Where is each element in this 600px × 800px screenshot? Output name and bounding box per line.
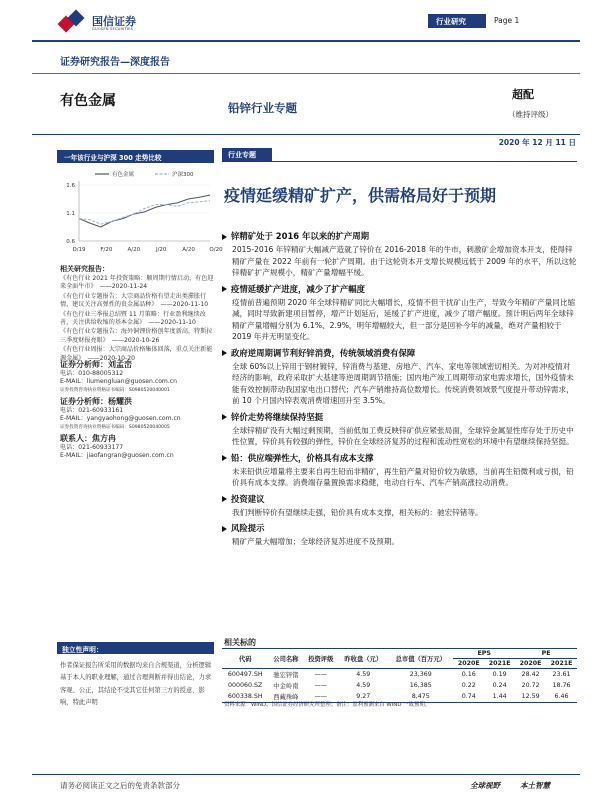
report-date: 2020 年 12 月 11 日	[498, 138, 576, 147]
footer-disclaimer: 请务必阅读正文之后的免责条款部分	[60, 781, 180, 790]
section-heading	[222, 283, 577, 295]
table-cell: 18.76	[552, 682, 571, 689]
section-heading	[222, 452, 577, 464]
analyst-name-row	[60, 396, 218, 407]
analyst-email[interactable]: E-MAIL：jiaofangran@guosen.com.cn	[60, 452, 174, 460]
section-body: 未来铅供应增量将主要来自再生铅而非精矿，再生铅产量对铅价较为敏感，当前再生铅微利或亏损，铅价具有成本支撑。消费端存量置换需求稳健，电动自行车、汽车产销高涨拉动消费。	[232, 466, 574, 487]
bullet-icon	[222, 414, 227, 420]
section	[222, 283, 577, 343]
analyst-email[interactable]: E-MAIL：liumengluan@guosen.com.cn	[60, 378, 178, 386]
related-item[interactable]	[60, 328, 214, 345]
x-tick-label: A/20	[182, 247, 195, 253]
table-cell: 12.59	[521, 693, 540, 700]
th-pe-2021: 2021E	[550, 660, 573, 667]
related-item-text: 《有色行业专题报告：大宗商品价格有望走出类滞胀行情，建议关注高弹性的贵金属品种》	[60, 292, 207, 309]
independence-text: 作者保证报告所采用的数据均来自合规渠道，分析逻辑基于本人的职业理解，通过合理判断并得出结论，力求客观、公正，其结论不受其它任何第三方的授意、影响，特此声明	[60, 662, 212, 706]
related-item-text: 《有色行业三季报总结暨 11 月策略：行业盈利继续改善，关注供给收缩的基本金属》	[60, 310, 206, 327]
rating: 超配	[512, 88, 534, 101]
section	[222, 493, 577, 519]
page-number: Page 1	[494, 16, 520, 25]
related-item-date: ——2020-11-10	[160, 301, 209, 309]
section-heading-text: 风险提示	[231, 523, 265, 533]
section	[222, 411, 577, 448]
analyst-name: 焦方冉	[92, 433, 116, 443]
sub-rule	[32, 73, 580, 74]
footer-rule	[32, 774, 580, 775]
analyst-name-row	[60, 359, 218, 370]
trend-chart	[57, 165, 223, 257]
section-heading	[222, 347, 577, 359]
series-line	[79, 195, 210, 227]
sections	[222, 230, 577, 552]
analyst-phone: 电话：010-88005312	[60, 370, 124, 377]
stock-table-wrap	[222, 648, 577, 703]
bullet-icon	[222, 234, 227, 240]
section-body: 我们判断锌价有望继续走强，铅价具有成本支撑，相关标的：驰宏锌锗等。	[232, 507, 483, 517]
section-heading-text: 铅：供应端弹性大，价格具有成本支撑	[231, 452, 374, 463]
analyst-email[interactable]: E-MAIL：yangyaohong@guosen.com.cn	[60, 415, 181, 423]
analyst-cert: 证券投资咨询执业资格证书编码：S0980520040001	[60, 387, 170, 393]
th-rating: 投资评级	[308, 656, 334, 663]
bullet-icon	[222, 350, 227, 356]
bullet-icon	[222, 526, 227, 532]
x-tick-label: O/20	[209, 247, 223, 253]
table-cell: ——	[314, 693, 328, 700]
th-name: 公司名称	[273, 656, 299, 663]
company-sub: GUOSEN SECURITIES	[92, 27, 134, 31]
x-tick-label: F/20	[100, 247, 113, 253]
table-cell: 600338.SH	[227, 693, 263, 700]
section-heading-text: 锌精矿处于 2016 年以来的扩产周期	[231, 231, 370, 241]
section	[222, 522, 577, 548]
legend-label: 沪深300	[172, 172, 194, 178]
section-heading-text: 政府逆周期调节利好锌消费，传统领域消费有保障	[231, 347, 416, 358]
related-item-text: 《有色行业 2021 年投资策略：顺周期行情启动，有色迎来全面牛市》	[60, 275, 214, 291]
footer-slogan-2: 本土智慧	[520, 781, 550, 790]
related-item[interactable]	[60, 275, 214, 292]
bullet-icon	[222, 455, 227, 461]
related-item[interactable]	[60, 293, 214, 310]
section-heading-text: 锌价走势将继续保持坚挺	[231, 411, 324, 422]
table-cell: 1.44	[492, 693, 507, 700]
analyst-name-row	[60, 433, 218, 444]
date-rule	[32, 134, 580, 135]
table-cell: 23.61	[552, 671, 571, 678]
main-title: 疫情延缓精矿扩产，供需格局好于预期	[224, 186, 497, 205]
section-body: 2015-2016 年锌精矿大幅减产造就了锌价在 2016-2018 年的牛市，刺激矿企增加资本开支，使得锌精矿产量在 2022 年前有一轮扩产周期。由于这轮资本开支增长规模远低于 2009 年的水平，所以这轮锌精矿扩产规模小，精矿产量增幅平缓。	[232, 245, 577, 277]
related-item-date: ——2020-10-26	[111, 336, 160, 344]
table-cell: 4.59	[356, 682, 371, 689]
table-cell: 600497.SH	[227, 671, 263, 678]
table-cell: 16,385	[409, 682, 432, 689]
analyst-phone: 电话：021-60933177	[60, 443, 124, 451]
chart-box-title: 一年该行业与沪深 300 走势比较	[64, 154, 162, 162]
section-body: 全球 60%以上锌用于钢材镀锌，锌消费与基建、房地产、汽车、家电等领域密切相关。为对冲疫情对经济的影响，政府采取扩大基建等逆周期调节措施；国内地产竣工周期带动家电需求增长，国外疫情未能有效控制带动我国家电出口替代；汽车产销维持高位数增长。传统消费领域景气度提升带动锌需求，前 10 个月国内锌表观消费增速回升至 3.5%。	[232, 361, 574, 405]
table-cell: 驰宏锌锗	[273, 672, 299, 679]
section	[222, 347, 577, 407]
table-title: 相关标的	[224, 638, 256, 647]
analyst-role: 联系人：	[60, 433, 92, 443]
footer-slogan-1: 全球视野	[470, 781, 500, 790]
table-cell: ——	[314, 682, 328, 689]
table-cell: 23,369	[409, 671, 432, 678]
table-row	[222, 669, 577, 681]
analyst-cert: 证券投资咨询执业资格证书编码：S0980520040005	[60, 424, 170, 430]
th-code: 代码	[238, 656, 252, 663]
table-cell: 9.27	[356, 693, 371, 700]
table-cell: 4.59	[356, 671, 371, 678]
section-heading	[222, 230, 577, 242]
analyst-name: 刘孟峦	[108, 360, 132, 369]
section-heading	[222, 522, 577, 534]
th-eps-2020: 2020E	[457, 660, 480, 667]
table-cell: 中金岭南	[273, 683, 299, 690]
related-item-date: ——2020-11-10	[148, 319, 196, 327]
related-title: 相关研究报告：	[60, 265, 109, 273]
analyst-phone: 电话：021-60933161	[60, 406, 124, 414]
tag-rule	[222, 161, 577, 162]
section	[222, 452, 577, 489]
rating-note: （维持评级）	[508, 110, 553, 119]
table-source: 资料来源：WIND、国信证券经济研究所整理；备注：盈利预测来自 WIND 一致预期。	[224, 702, 431, 708]
table-cell: 西藏珠峰	[273, 694, 299, 701]
report-type: 证券研究报告—深度报告	[60, 57, 170, 68]
th-mktcap: 总市值（百万元）	[395, 656, 446, 663]
header-label: 行业研究	[436, 17, 466, 26]
x-tick-label: A/20	[127, 247, 141, 253]
th-eps: EPS	[453, 649, 515, 659]
section-heading-text: 投资建议	[231, 493, 265, 504]
section-heading	[222, 411, 577, 423]
table-cell: 8,475	[411, 693, 430, 700]
table-cell: 0.19	[492, 671, 507, 678]
related-list	[60, 275, 214, 364]
bullet-icon	[222, 496, 227, 502]
table-cell: 20.72	[521, 682, 540, 689]
doc-tag: 行业专题	[228, 151, 256, 159]
x-tick-label: J/20	[155, 247, 167, 253]
table-cell: 000060.SZ	[228, 682, 263, 689]
company-logo	[60, 12, 84, 34]
related-item-date: ——2020-10-20	[87, 354, 135, 362]
stock-table	[222, 649, 577, 702]
industry-name: 有色金属	[60, 93, 116, 109]
independence-title: 独立性声明：	[62, 646, 103, 654]
table-cell: 0.22	[461, 682, 476, 689]
section-body: 疫情前普遍预期 2020 年全球锌精矿同比大幅增长，疫情不但干扰矿山生产，导致今年精矿产量同比缩减，同时导致新建项目暂停，增产计划延后，延缓了扩产进度，减少了增产幅度。预计明后两年全球锌精矿产量增幅分别为 6.1%、2.9%，明年增幅较大，但一部分是回补今年的减量，绝对产量相较于 2019 年并无明显变化。	[232, 297, 576, 341]
th-pe-2020: 2020E	[519, 660, 542, 667]
analyst-role: 证券分析师：	[60, 396, 108, 406]
y-tick-label: 1.6	[66, 183, 75, 189]
legend-label: 有色金属	[112, 172, 135, 178]
table-cell: 0.74	[461, 693, 476, 700]
analyst-role: 证券分析师：	[60, 360, 108, 369]
x-tick-label: D/19	[72, 247, 86, 253]
related-item-date: ——2020-11-24	[99, 283, 148, 291]
related-item-text: 《有色行业周报：大宗商品价格集体回落，重点关注新能源金属》	[60, 346, 213, 362]
table-cell: 28.42	[521, 671, 540, 678]
th-pe: PE	[515, 649, 577, 659]
bullet-icon	[222, 286, 227, 292]
section	[222, 230, 577, 279]
section-body: 全球锌精矿没有大幅过剩预期，当前低加工费反映锌矿供应紧张局面，全球锌金属显性库存处于历史中性位置，锌价具有较强的弹性，锌价在全球经济复苏的过程和流动性宽松的环境中有望继续保持坚挺。	[232, 425, 574, 446]
section-heading-text: 疫情延缓扩产进度，减少了扩产幅度	[231, 283, 365, 294]
th-eps-2021: 2021E	[488, 660, 511, 667]
table-cell: 0.24	[492, 682, 507, 689]
y-tick-label: 1.1	[66, 211, 75, 217]
table-row	[222, 680, 577, 691]
related-item[interactable]	[60, 311, 214, 328]
section-body: 精矿产量大幅增加；全球经济复苏进度不及预期。	[232, 537, 400, 546]
analyst-name: 杨耀洪	[108, 396, 132, 406]
table-cell: 0.16	[461, 671, 476, 678]
table-cell: 6.46	[554, 693, 569, 700]
th-close: 昨收盘（元）	[344, 656, 383, 663]
y-tick-label: 0.6	[66, 239, 75, 245]
related-item-text: 《有色行业专题报告：海外铜锂价格创年度新高，特斯拉三季度财报亮眼》	[60, 328, 213, 344]
table-cell: ——	[314, 671, 328, 678]
header-rule	[32, 40, 580, 42]
section-heading	[222, 493, 577, 505]
company-name: 国信证券	[92, 15, 136, 28]
industry-topic: 铅锌行业专题	[228, 101, 297, 115]
series-line	[79, 201, 210, 225]
